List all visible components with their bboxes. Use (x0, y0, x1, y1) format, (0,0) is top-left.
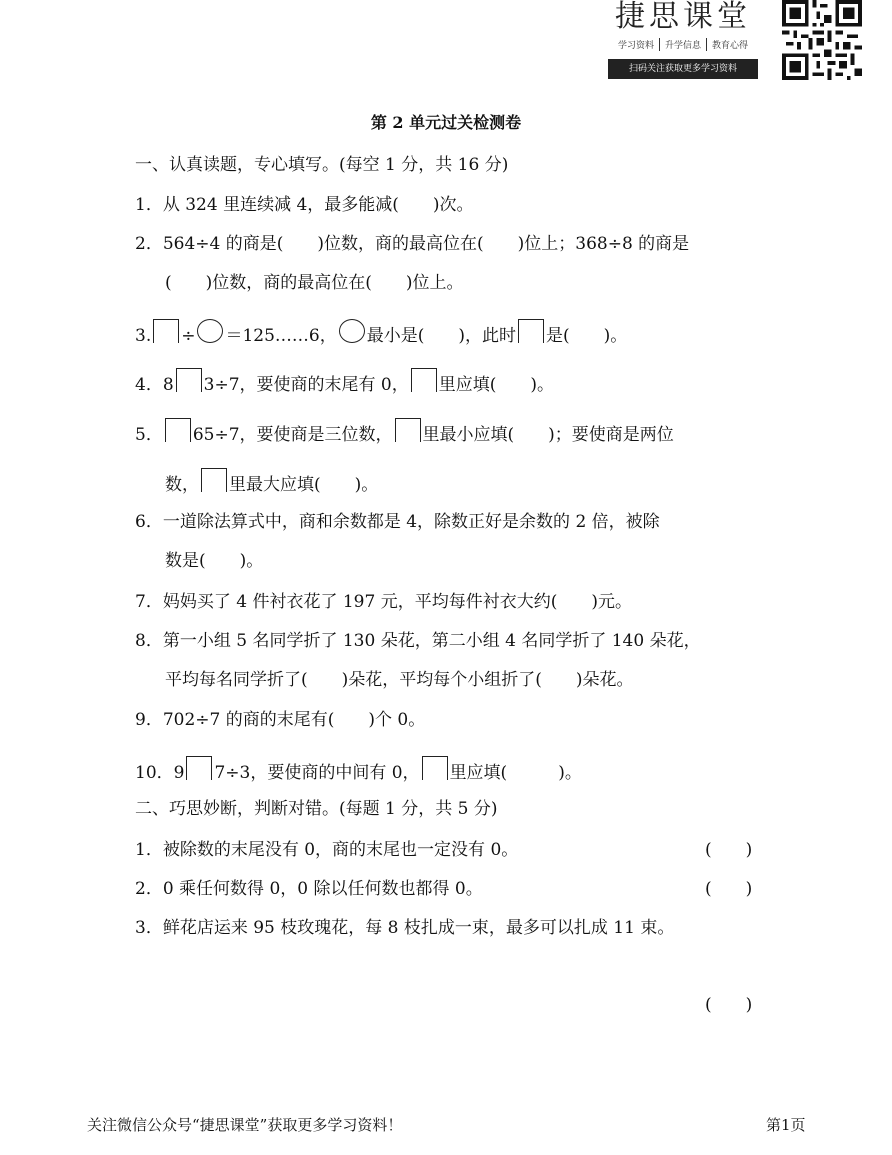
qr-code-icon (780, 0, 864, 80)
question-text: 里应填( )。 (449, 763, 582, 783)
question-text: 里应填( )。 (438, 375, 555, 395)
question-text: 是( )。 (546, 326, 628, 346)
question-text: 65÷7，要使商是三位数， (192, 425, 393, 445)
question-6-line-1: 6．一道除法算式中，商和余数都是 4，除数正好是余数的 2 倍，被除 (135, 512, 660, 532)
blank-square-icon (411, 368, 437, 392)
brand-tag: 教育心得 (712, 41, 749, 51)
question-text: 最小是( )，此时 (366, 326, 517, 346)
brand-logo-text: 捷思课堂 (615, 0, 751, 34)
brand-block (608, 0, 758, 79)
question-text: 里最小应填( )；要使商是两位 (422, 425, 674, 445)
question-text: 5． (135, 425, 163, 445)
brand-tag: 升学信息 (660, 38, 707, 51)
question-9: 9．702÷7 的商的末尾有( )个 0。 (135, 710, 426, 730)
blank-square-icon (186, 756, 212, 780)
question-6-line-2: 数是( )。 (165, 551, 264, 571)
blank-square-icon (176, 368, 202, 392)
question-7: 7．妈妈买了 4 件衬衣花了 197 元，平均每件衬衣大约( )元。 (135, 592, 632, 612)
blank-circle-icon (339, 319, 365, 343)
answer-parentheses: ( ) (705, 879, 753, 899)
question-text: 里最大应填( )。 (229, 475, 379, 495)
blank-circle-icon (197, 319, 223, 343)
footer-note: 关注微信公众号“捷思课堂”获取更多学习资料！ (87, 1116, 403, 1134)
question-text: 4．8 (135, 375, 174, 395)
brand-tag: 学习资料 (613, 38, 660, 51)
question-4 (135, 368, 554, 394)
blank-square-icon (153, 319, 179, 343)
question-8-line-1: 8．第一小组 5 名同学折了 130 朵花，第二小组 4 名同学折了 140 朵花， (135, 631, 701, 651)
question-2-line-1: 2．564÷4 的商是( )位数，商的最高位在( )位上；368÷8 的商是 (135, 234, 690, 254)
question-2-line-2: ( )位数，商的最高位在( )位上。 (165, 273, 464, 293)
question-text: ＝125……6， (225, 326, 337, 346)
question-5-line-1 (135, 418, 674, 444)
question-1: 1．从 324 里连续减 4，最多能减( )次。 (135, 195, 474, 215)
blank-square-icon (518, 319, 544, 343)
answer-parentheses: ( ) (705, 840, 753, 860)
page-title: 第 2 单元过关检测卷 (370, 113, 522, 132)
question-8-line-2: 平均每名同学折了( )朵花，平均每个小组折了( )朵花。 (165, 670, 634, 690)
question-3 (135, 319, 627, 345)
answer-parentheses: ( ) (705, 995, 753, 1015)
section-heading: 一、认真读题，专心填写。(每空 1 分，共 16 分) (135, 155, 509, 175)
division-sign: ÷ (181, 326, 196, 346)
question-text: 数， (165, 475, 199, 495)
blank-square-icon (422, 756, 448, 780)
judge-question-2: 2．0 乘任何数得 0，0 除以任何数也都得 0。 (135, 879, 483, 899)
brand-slogan-bar: 扫码关注获取更多学习资料 (608, 59, 758, 79)
page-number: 第1页 (766, 1116, 806, 1134)
question-text: 7÷3，要使商的中间有 0， (214, 763, 420, 783)
question-10 (135, 756, 582, 782)
question-text: 3÷7，要使商的末尾有 0， (203, 375, 409, 395)
question-number: 3. (135, 326, 152, 346)
section-heading: 二、巧思妙断，判断对错。(每题 1 分，共 5 分) (135, 799, 498, 819)
blank-square-icon (395, 418, 421, 442)
blank-square-icon (165, 418, 191, 442)
judge-question-3: 3．鲜花店运来 95 枝玫瑰花，每 8 枝扎成一束，最多可以扎成 11 束。 (135, 918, 675, 938)
question-5-line-2 (165, 468, 378, 494)
brand-tags (608, 38, 758, 51)
question-text: 10．9 (135, 763, 185, 783)
blank-square-icon (201, 468, 227, 492)
judge-question-1: 1．被除数的末尾没有 0，商的末尾也一定没有 0。 (135, 840, 519, 860)
